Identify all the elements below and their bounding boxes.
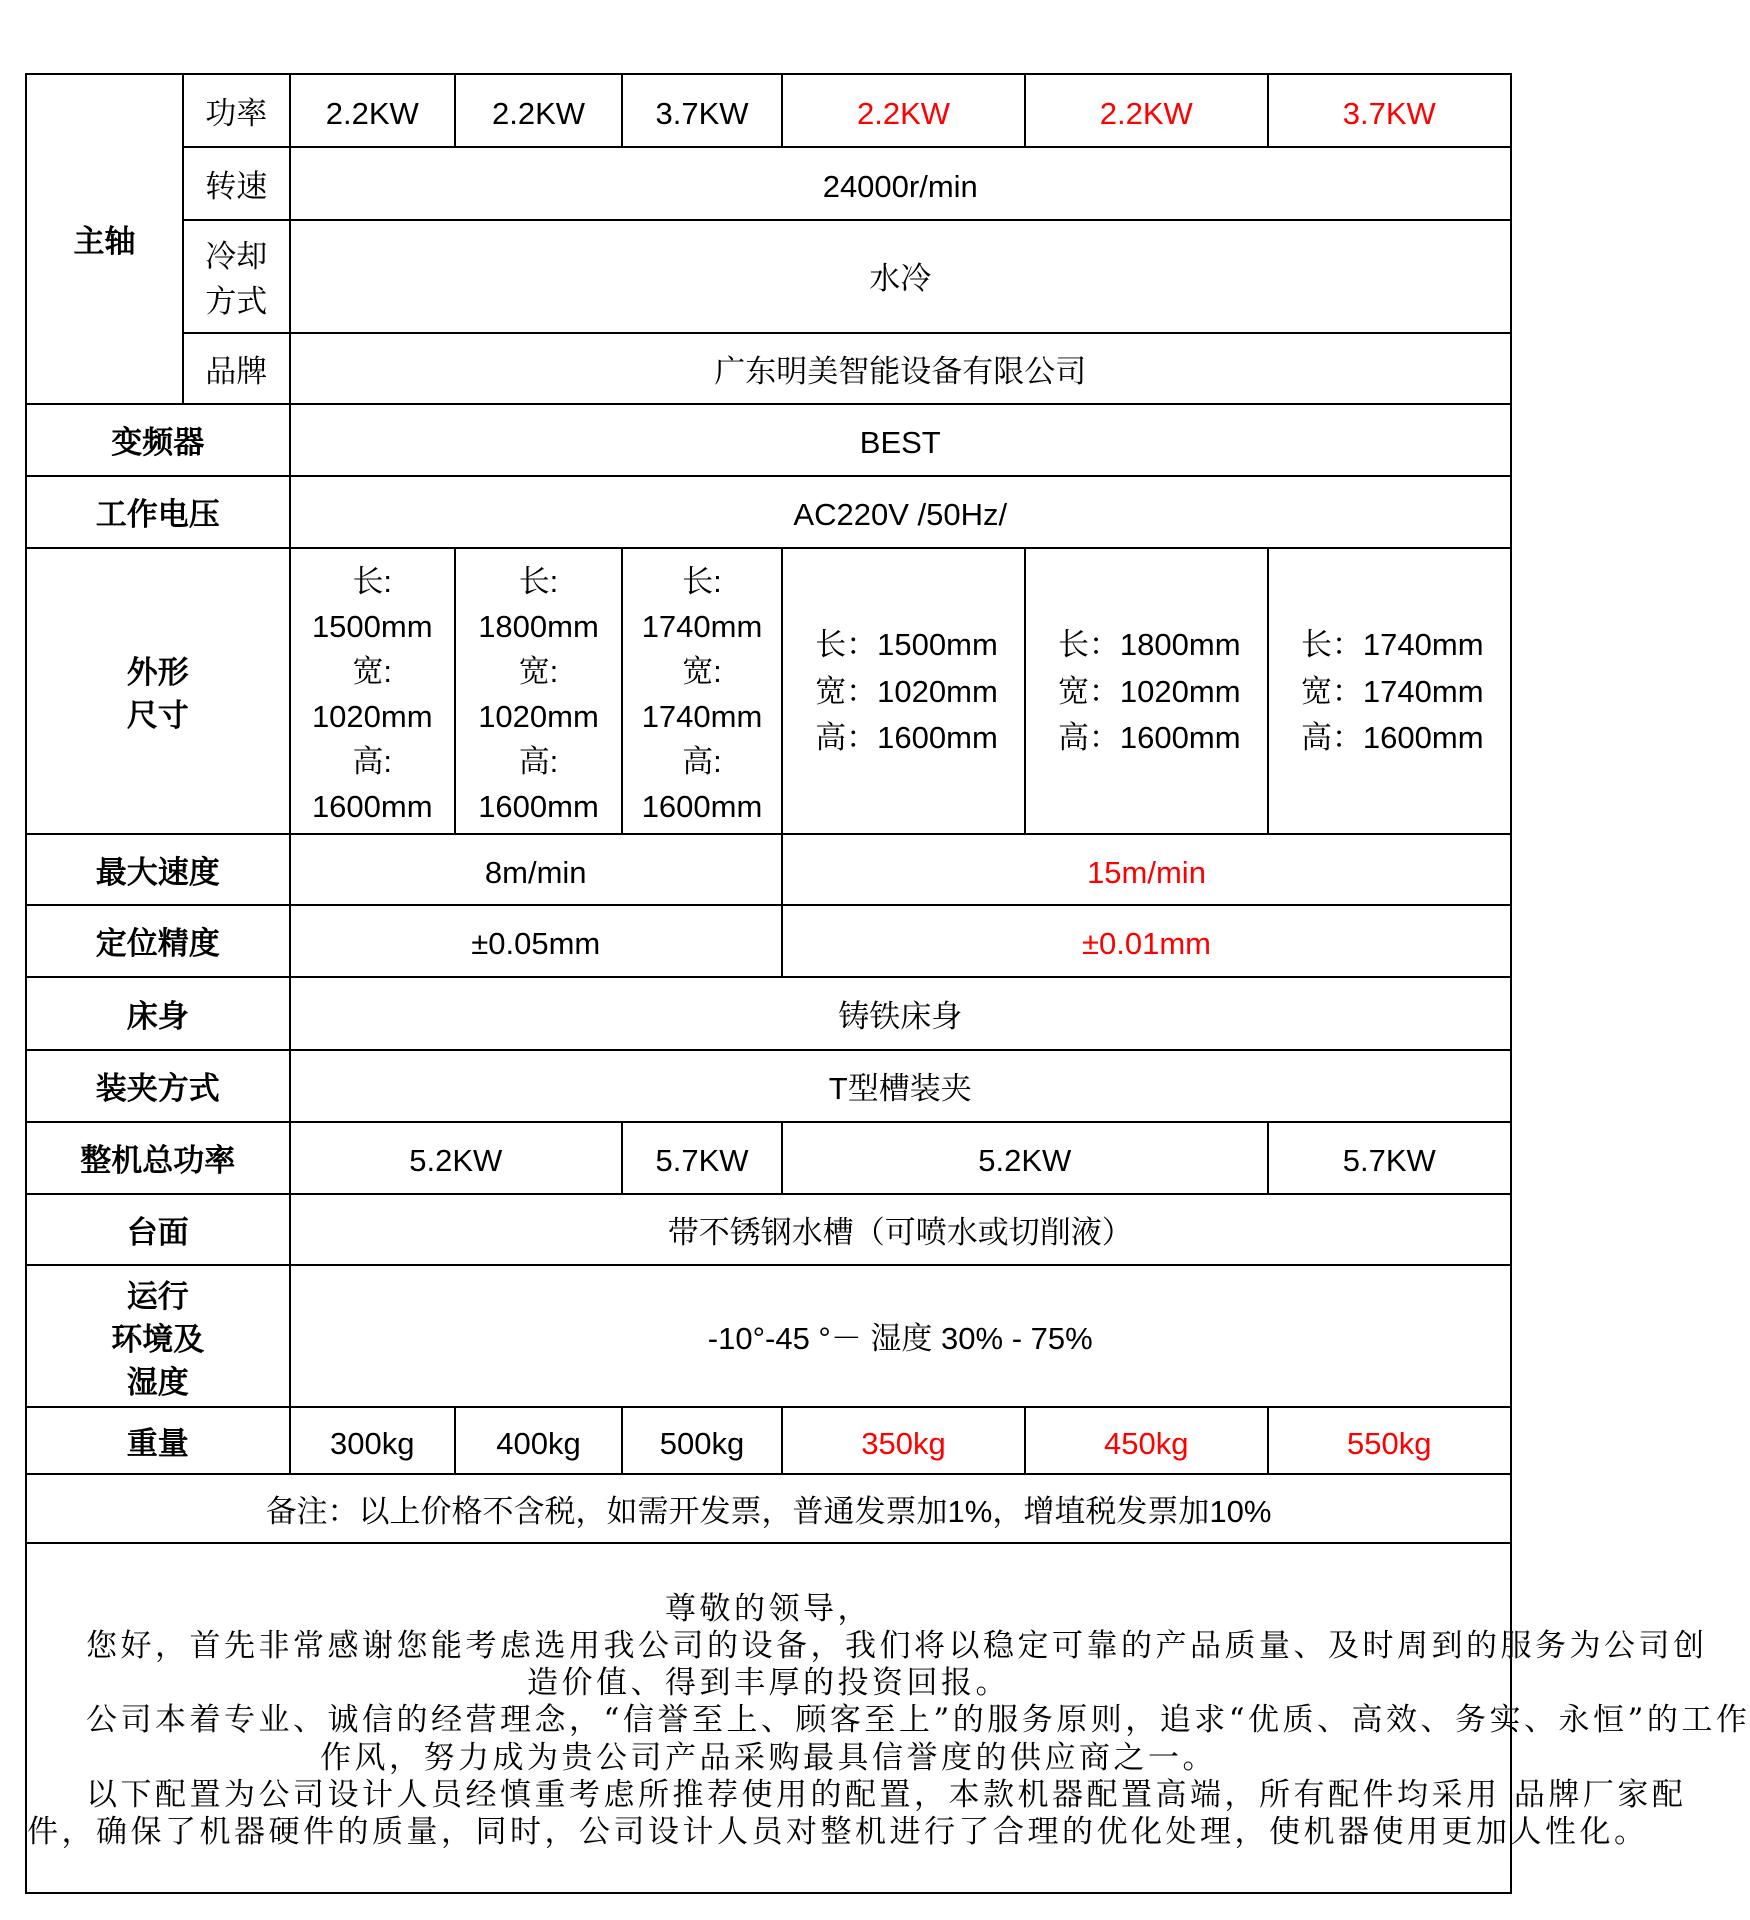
- spindle-power-label: 功率: [183, 74, 290, 148]
- spindle-power-value: 2.2KW: [782, 74, 1025, 148]
- letter-salutation: 尊敬的领导，: [665, 1590, 872, 1627]
- dimension-line: 长：1800mm: [1057, 627, 1241, 662]
- row-spindle-power: [26, 74, 1511, 148]
- dimension-line: 1020mm: [478, 698, 599, 734]
- dimension-line: 高:: [682, 743, 722, 779]
- row-label-spindle: 主轴: [26, 74, 183, 405]
- row-label-positioning-accuracy: 定位精度: [26, 905, 290, 977]
- letter-line: 公司本着专业、诚信的经营理念，“信誉至上、顾客至上”的服务原则，追求“优质、高效、务实、永恒”的工作: [86, 1702, 1750, 1739]
- total-power-value: 5.7KW: [622, 1122, 782, 1194]
- spindle-power-value: 2.2KW: [1025, 74, 1268, 148]
- dimension-line: 高:: [352, 743, 393, 779]
- row-note: [26, 1474, 1511, 1544]
- row-label-table-surface: 台面: [26, 1194, 290, 1266]
- row-label-voltage: 工作电压: [26, 476, 290, 548]
- weight-value: 300kg: [290, 1407, 456, 1474]
- dimension-line: 长:: [518, 563, 559, 599]
- environment-value: -10°-45 °－ 湿度 30% - 75%: [290, 1265, 1512, 1407]
- table-surface-value: 带不锈钢水槽（可喷水或切削液）: [290, 1194, 1512, 1266]
- max-speed-value: 15m/min: [782, 834, 1511, 905]
- label-line: 方式: [205, 284, 268, 319]
- dimensions-value: [455, 548, 622, 835]
- row-inverter: [26, 404, 1511, 476]
- row-table-surface: [26, 1194, 1511, 1266]
- row-environment: [26, 1265, 1511, 1407]
- dimension-line: 宽:: [352, 653, 393, 689]
- row-total-power: [26, 1122, 1511, 1194]
- row-max-speed: [26, 834, 1511, 905]
- dimension-line: 宽:: [682, 653, 722, 689]
- dimension-line: 长：1500mm: [815, 627, 998, 662]
- letter-line: 件，确保了机器硬件的质量，同时，公司设计人员对整机进行了合理的优化处理，使机器使用更加人性化。: [27, 1813, 1649, 1850]
- total-power-value: 5.2KW: [782, 1122, 1268, 1194]
- row-letter: [26, 1543, 1511, 1893]
- row-label-dimensions: [26, 548, 290, 835]
- row-bed: [26, 977, 1511, 1050]
- total-power-value: 5.7KW: [1268, 1122, 1512, 1194]
- dimension-line: 宽:: [518, 653, 559, 689]
- dimension-line: 长：1740mm: [1300, 627, 1484, 662]
- inverter-value: BEST: [290, 404, 1512, 476]
- letter-line: 作风，努力成为贵公司产品采购最具信誉度的供应商之一。: [320, 1739, 1217, 1776]
- dimension-line: 长:: [682, 563, 722, 599]
- spindle-cooling-value: 水冷: [290, 220, 1512, 333]
- spindle-power-value: 2.2KW: [290, 74, 456, 148]
- label-line: 尺寸: [126, 697, 189, 733]
- row-label-environment: [26, 1265, 290, 1407]
- total-power-value: 5.2KW: [290, 1122, 623, 1194]
- row-label-total-power: 整机总功率: [26, 1122, 290, 1194]
- dimension-line: 1600mm: [641, 788, 763, 824]
- row-voltage: [26, 476, 1511, 548]
- spindle-brand-label: 品牌: [183, 333, 290, 405]
- clamping-value: T型槽装夹: [290, 1050, 1512, 1122]
- positioning-accuracy-value: ±0.01mm: [782, 905, 1511, 977]
- spindle-speed-value: 24000r/min: [290, 147, 1512, 220]
- dimension-line: 1600mm: [311, 788, 433, 824]
- weight-value: 400kg: [455, 1407, 622, 1474]
- label-line: 冷却: [205, 239, 268, 274]
- dimension-line: 高：1600mm: [1300, 720, 1484, 755]
- weight-value: 450kg: [1025, 1407, 1268, 1474]
- letter-line: 以下配置为公司设计人员经慎重考虑所推荐使用的配置，本款机器配置高端，所有配件均采用 品牌厂家配: [86, 1776, 1687, 1813]
- dimension-line: 宽：1020mm: [1057, 673, 1241, 709]
- spindle-power-value: 2.2KW: [455, 74, 622, 148]
- max-speed-value: 8m/min: [290, 834, 783, 905]
- row-weight: [26, 1407, 1511, 1474]
- dimensions-value: [622, 548, 782, 835]
- bed-value: 铸铁床身: [290, 977, 1512, 1050]
- label-line: 湿度: [126, 1364, 189, 1400]
- dimension-line: 1020mm: [311, 698, 433, 734]
- row-label-inverter: 变频器: [26, 404, 290, 476]
- spec-table: [25, 73, 1750, 1895]
- dimension-line: 1800mm: [478, 608, 599, 644]
- row-label-max-speed: 最大速度: [26, 834, 290, 905]
- dimension-line: 高：1600mm: [1057, 720, 1241, 755]
- row-dimensions: [26, 548, 1511, 835]
- row-spindle-cooling: [26, 220, 1511, 333]
- spindle-cooling-label: [183, 220, 290, 333]
- letter-line: 您好，首先非常感谢您能考虑选用我公司的设备，我们将以稳定可靠的产品质量、及时周到的服务为公司创: [86, 1628, 1708, 1665]
- dimension-line: 宽：1740mm: [1300, 673, 1484, 709]
- row-positioning-accuracy: [26, 905, 1511, 977]
- label-line: 运行: [126, 1278, 189, 1314]
- voltage-value: AC220V /50Hz/: [290, 476, 1512, 548]
- letter-box: [26, 1543, 1750, 1893]
- spindle-power-value: 3.7KW: [1268, 74, 1512, 148]
- price-note: 备注：以上价格不含税，如需开发票，普通发票加1%，增埴税发票加10%: [26, 1474, 1511, 1544]
- spindle-power-value: 3.7KW: [622, 74, 782, 148]
- weight-value: 350kg: [782, 1407, 1025, 1474]
- weight-value: 500kg: [622, 1407, 782, 1474]
- dimension-line: 1600mm: [478, 788, 599, 824]
- dimensions-value: [782, 548, 1025, 835]
- dimension-line: 1740mm: [641, 608, 763, 644]
- letter-line: 造价值、得到丰厚的投资回报。: [527, 1665, 1010, 1702]
- row-clamping: [26, 1050, 1511, 1122]
- row-spindle-speed: [26, 147, 1511, 220]
- dimensions-value: [1268, 548, 1512, 835]
- dimensions-value: [290, 548, 456, 835]
- dimension-line: 1500mm: [311, 608, 433, 644]
- spindle-speed-label: 转速: [183, 147, 290, 220]
- weight-value: 550kg: [1268, 1407, 1512, 1474]
- label-line: 环境及: [111, 1321, 205, 1357]
- label-line: 外形: [126, 654, 189, 690]
- positioning-accuracy-value: ±0.05mm: [290, 905, 783, 977]
- row-label-bed: 床身: [26, 977, 290, 1050]
- dimension-line: 宽：1020mm: [815, 673, 998, 709]
- row-label-weight: 重量: [26, 1407, 290, 1474]
- row-spindle-brand: [26, 333, 1511, 405]
- dimension-line: 高:: [518, 743, 559, 779]
- dimensions-value: [1025, 548, 1268, 835]
- row-label-clamping: 装夹方式: [26, 1050, 290, 1122]
- dimension-line: 高：1600mm: [815, 720, 998, 755]
- spindle-brand-value: 广东明美智能设备有限公司: [290, 333, 1512, 405]
- dimension-line: 1740mm: [641, 698, 763, 734]
- dimension-line: 长:: [352, 563, 393, 599]
